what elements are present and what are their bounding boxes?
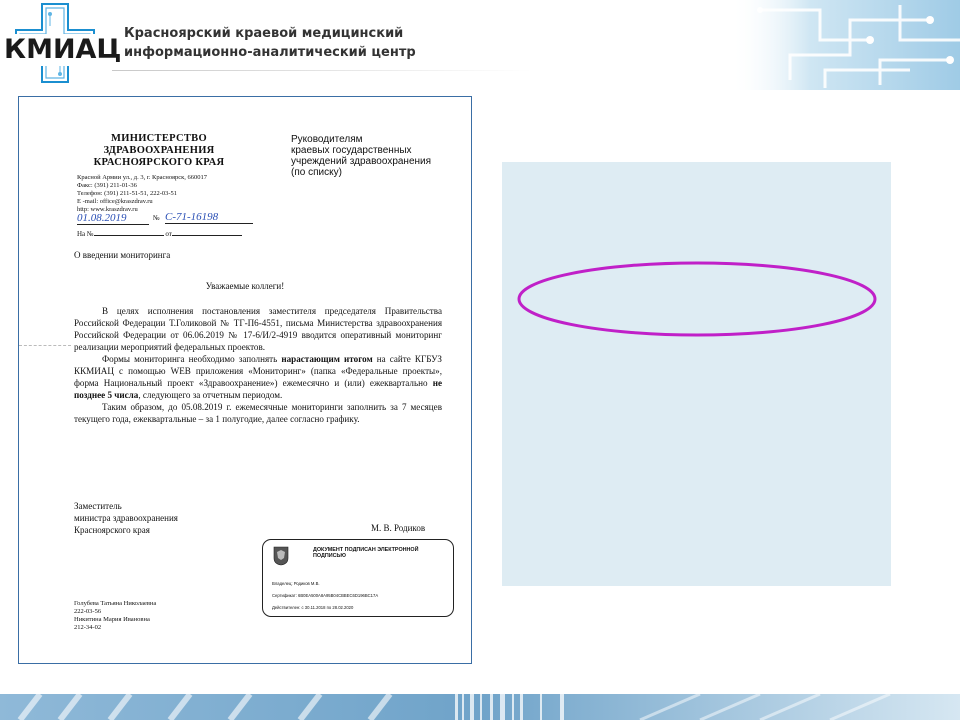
signatory-name: М. В. Родиков <box>371 523 426 533</box>
circuit-decoration <box>730 0 960 90</box>
scanned-letter <box>18 96 472 664</box>
handwritten-date: 01.08.2019 <box>77 212 149 225</box>
e-signature-stamp <box>262 539 454 617</box>
footer-stripe-decoration <box>0 694 960 720</box>
ot-label: от <box>165 230 172 238</box>
letter-subject: О введении мониторинга <box>74 250 171 260</box>
na-underline <box>94 235 164 236</box>
executors-block: Голубева Татьяна Николаевна 222-03-56 Никитина Мария Ивановна 212-34-02 <box>74 600 157 631</box>
ministry-line-3: КРАСНОЯРСКОГО КРАЯ <box>93 157 225 168</box>
paragraph-3: Таким образом, до 05.08.2019 г. ежемесячные мониторинги заполнить за 7 месяцев текущего года, ежеквартальные – за 1 полугодие, далее согласно графику. <box>74 402 442 424</box>
phone: Телефон: (391) 211-51-51, 222-03-51 <box>77 190 178 197</box>
recipients-line-1: Руководителям <box>291 134 363 145</box>
number-label: № <box>153 214 160 222</box>
reference-line <box>77 230 242 238</box>
fax: Факс: (391) 211-01-36 <box>77 182 137 189</box>
recipients-line-4: (по списку) <box>291 167 342 178</box>
recipients-line-3: учреждений здравоохранения <box>291 156 432 167</box>
na-label: На № <box>77 230 94 238</box>
ministry-line-1: МИНИСТЕРСТВО <box>111 133 207 144</box>
address: Красной Армии ул., д. 3, г. Красноярск, 660017 <box>77 174 208 181</box>
stamp-title: ДОКУМЕНТ ПОДПИСАН ЭЛЕКТРОННОЙ ПОДПИСЬЮ <box>313 547 419 559</box>
stamp-validity: Действителен: с 30.11.2018 по 28.02.2020 <box>272 605 354 610</box>
signatory-title: Заместитель министра здравоохранения Красноярского края <box>74 501 178 535</box>
coat-of-arms-icon <box>273 546 289 566</box>
ministry-line-2: ЗДРАВООХРАНЕНИЯ <box>103 145 215 156</box>
stamp-owner: Владелец: Родиков М.В. <box>272 581 320 586</box>
recipients-line-2: краевых государственных <box>291 145 412 156</box>
org-name-line-2: информационно-аналитический центр <box>124 45 416 60</box>
website: http: www.kraszdrav.ru <box>77 206 138 213</box>
contacts-block <box>77 174 207 214</box>
letter-greeting: Уважаемые коллеги! <box>205 281 285 291</box>
ot-underline <box>172 235 242 236</box>
scan-artifact-line <box>19 345 71 346</box>
stamp-certificate: Сертификат: 6B0EA500A8A95B04CBBEC6D196BC17A <box>272 593 379 598</box>
paragraph-1: В целях исполнения постановления заместителя председателя Правительства Российской Федерации Т.Голиковой № ТГ-П6-4551, письма Министерства здравоохранения Российской Федерации от 06.06.2019 № 17-6/И/2-4919 вводится оперативный мониторинг реализации мероприятий федеральных проектов. <box>74 306 442 352</box>
ministry-header <box>79 133 239 169</box>
org-name <box>124 24 416 62</box>
letter-body <box>74 305 442 425</box>
logo-text: КМИАЦ <box>4 34 122 65</box>
header-divider <box>112 70 532 71</box>
paragraph-2: Формы мониторинга необходимо заполнять нарастающим итогом на сайте КГБУЗ ККМИАЦ с помощью WEB приложения «Мониторинг» (папка «Федеральные проекты», форма Национальный проект «Здравоохранение») ежемесячно и (или) ежеквартально не позднее 5 числа, следующего за отчетным периодом. <box>74 354 442 400</box>
email: E -mail: office@kraszdrav.ru <box>77 198 153 205</box>
handwritten-number: С-71-16198 <box>165 211 253 224</box>
recipients-block <box>291 134 431 178</box>
highlight-ellipse <box>512 256 882 346</box>
placeholder-panel <box>502 162 891 586</box>
org-name-line-1: Красноярский краевой медицинский <box>124 26 404 41</box>
